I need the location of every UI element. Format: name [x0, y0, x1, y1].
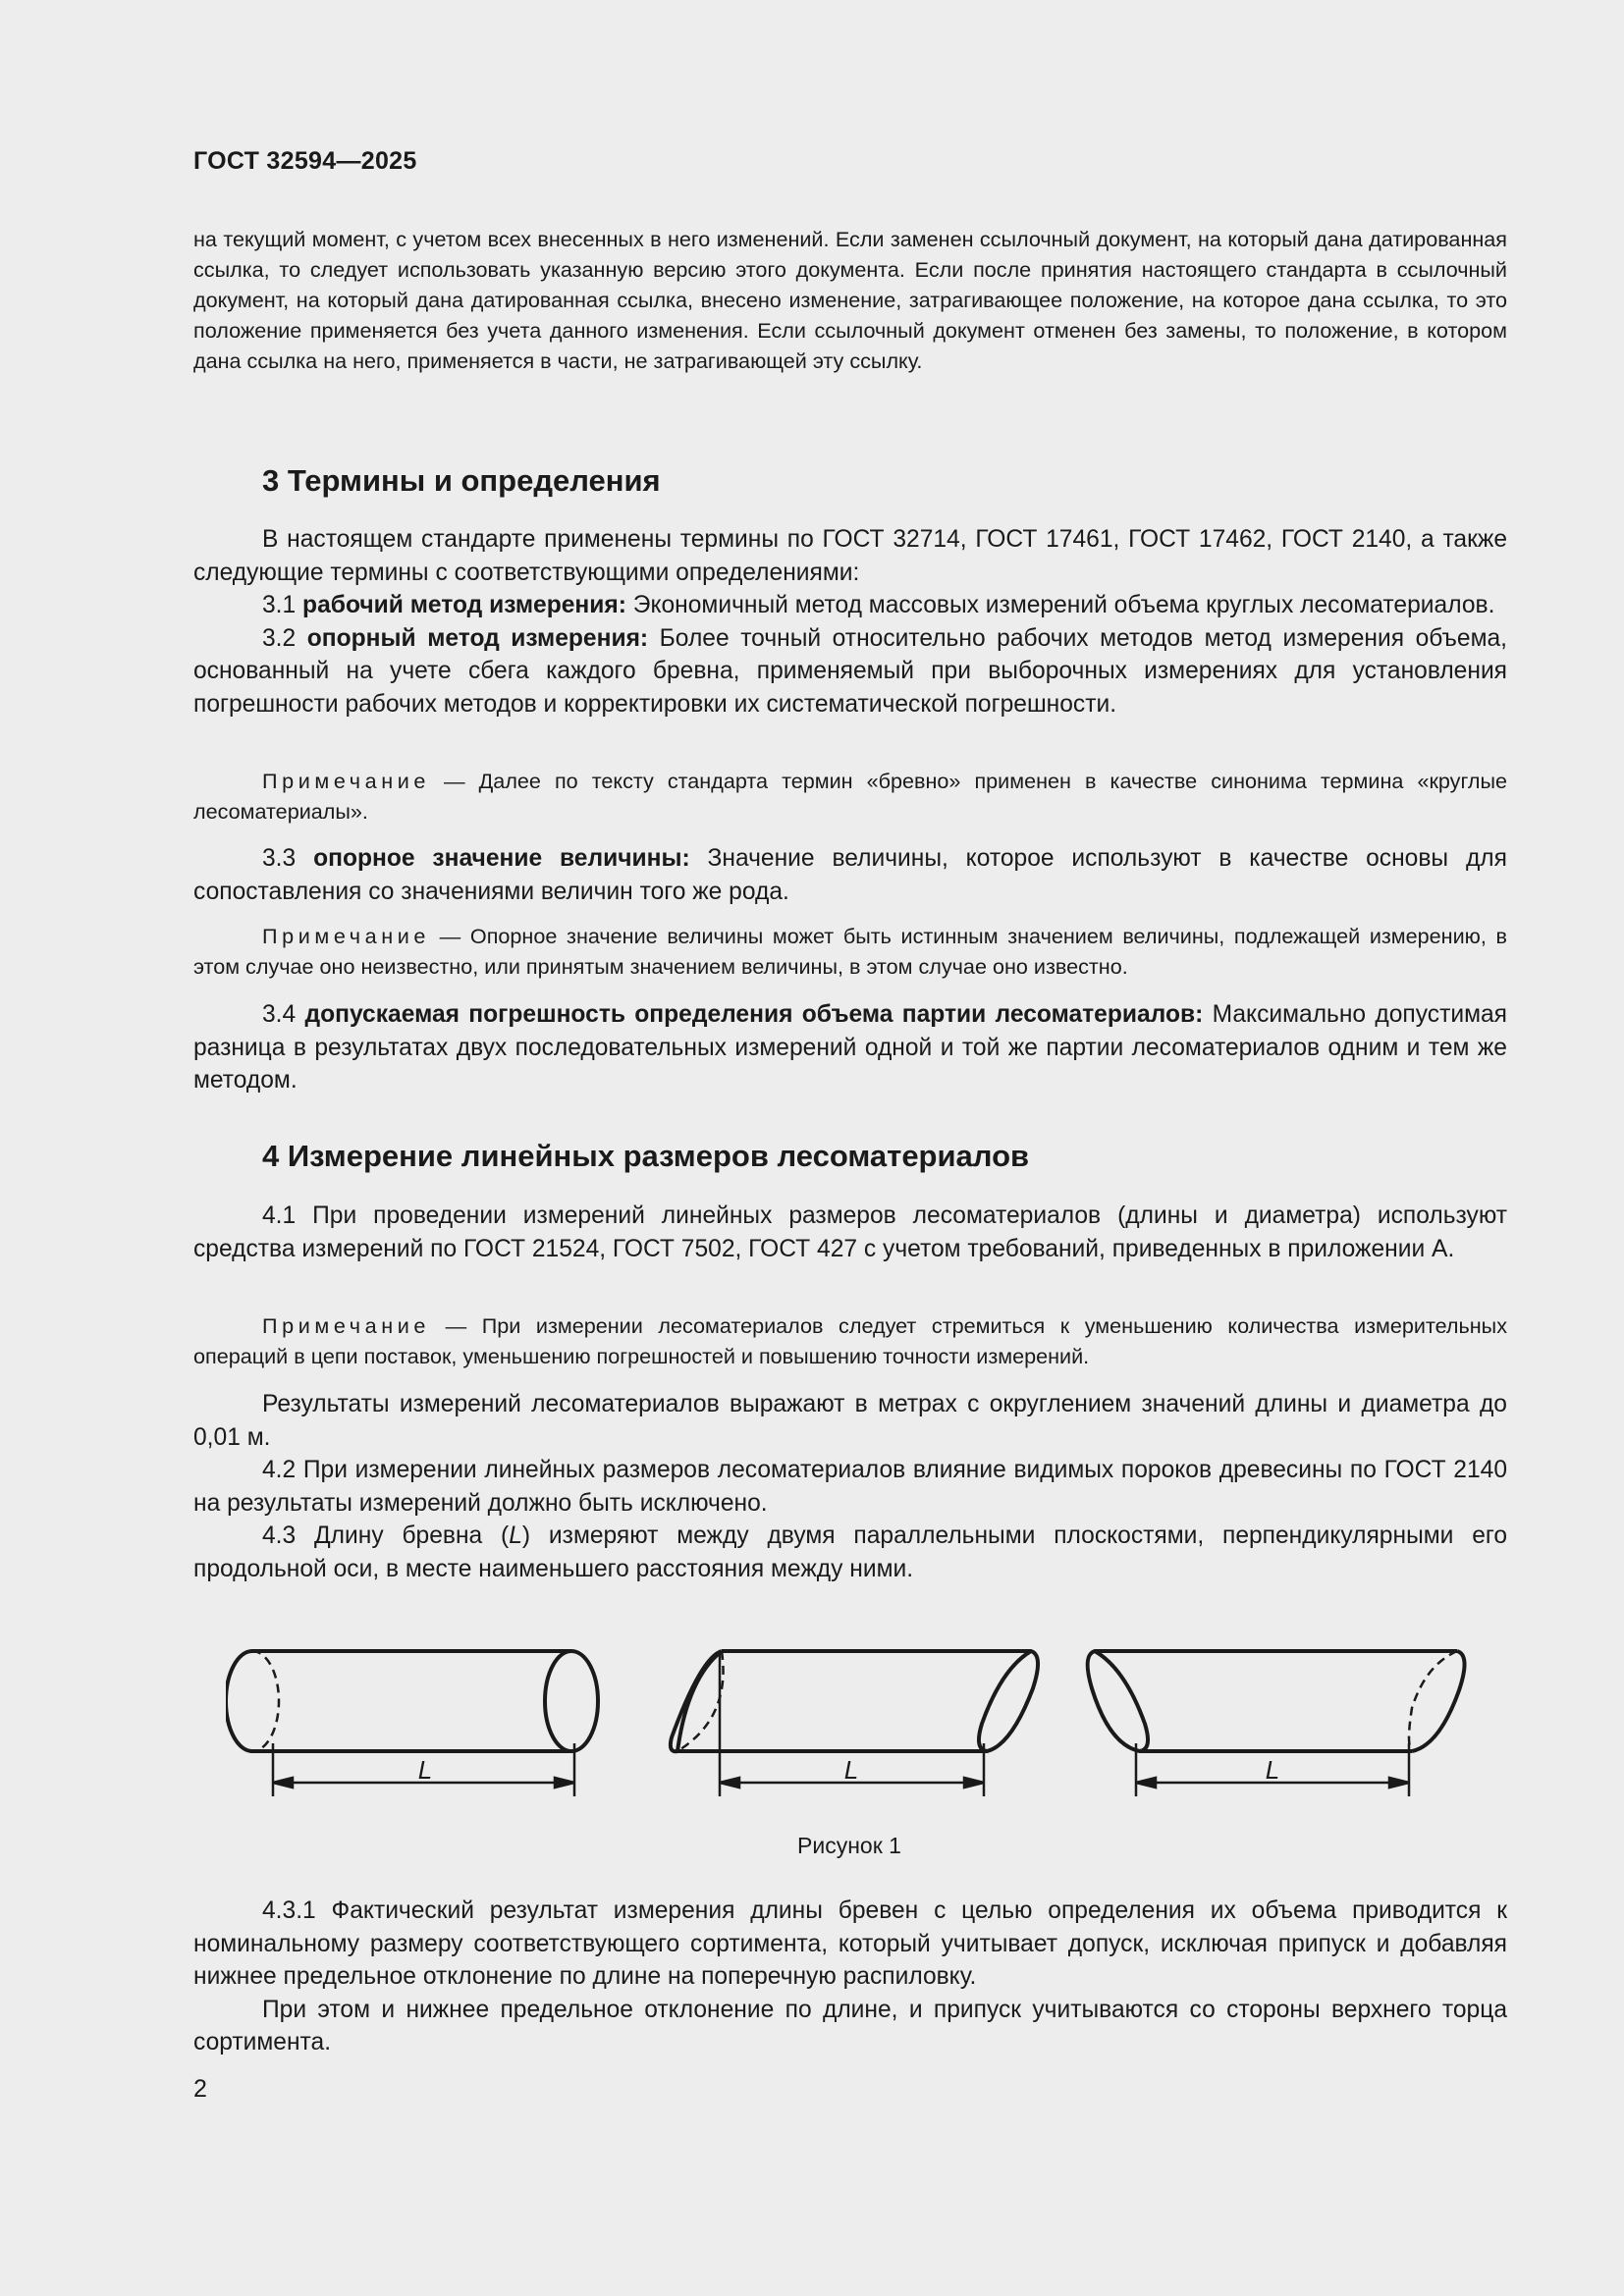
- figure-caption: Рисунок 1: [797, 1833, 901, 1858]
- paragraph-4-3-1-cont: При этом и нижнее предельное отклонение по длине, и припуск учитываются со стороны верхнего торца сортимента.: [193, 1996, 1507, 2056]
- term-3-3: [193, 842, 1507, 908]
- paragraph-4-3-start: 4.3 Длину бревна (: [262, 1522, 510, 1549]
- document-id: ГОСТ 32594—2025: [193, 147, 417, 175]
- term-3-2-name: опорный метод измерения:: [306, 624, 649, 652]
- term-3-4-name: допускаемая погрешность определения объема партии лесоматериалов:: [304, 1001, 1204, 1028]
- length-label-2: L: [843, 1755, 859, 1785]
- log-slanted-left: [1088, 1651, 1465, 1751]
- term-3-1: [193, 589, 1507, 622]
- term-3-2-def: Более точный относительно рабочих методов метод измерения объема, основанный на учете сбега каждого бревна, применяемый при выборочных измерениях для установления погрешности рабочих методов и корректировки их систематической погрешности.: [193, 624, 1507, 718]
- term-3-2-num: 3.2: [262, 624, 297, 652]
- note-2: [193, 921, 1507, 982]
- intro-paragraph: [193, 224, 1507, 376]
- section-3-intro: В настоящем стандарте применены термины по ГОСТ 32714, ГОСТ 17461, ГОСТ 17462, ГОСТ 2140, а также следующие термины с соответствующими определениями:: [193, 526, 1507, 586]
- log-straight: [226, 1651, 598, 1751]
- term-3-4-block: [193, 998, 1507, 1097]
- section-4-body: [193, 1388, 1507, 1585]
- term-3-4: [193, 998, 1507, 1097]
- length-label-1: L: [417, 1755, 433, 1785]
- note-2-text: — Опорное значение величины может быть истинным значением величины, подлежащей измерению, в этом случае оно неизвестно, или принятым значением величины, в этом случае оно известно.: [193, 924, 1507, 979]
- term-3-4-num: 3.4: [262, 1001, 297, 1028]
- paragraph-4-2: 4.2 При измерении линейных размеров лесоматериалов влияние видимых пороков древесины по ГОСТ 2140 на результаты измерений должно быть исключено.: [193, 1457, 1507, 1517]
- paragraph-4-1-results: Результаты измерений лесоматериалов выражают в метрах с округлением значений длины и диаметра до 0,01 м.: [193, 1391, 1507, 1451]
- paragraph-4-3-end: ) измеряют между двумя параллельными плоскостями, перпендикулярными его продольной оси, в месте наименьшего расстояния между ними.: [193, 1522, 1507, 1582]
- paragraph-4-3: [193, 1520, 1507, 1585]
- paragraph-4-3-1: 4.3.1 Фактический результат измерения длины бревен с целью определения их объема приводится к номинальному размеру соответствующего сортимента, который учитывает допуск, исключая припуск и добавляя нижнее предельное отклонение по длине на поперечную распиловку.: [193, 1897, 1507, 1990]
- section-4-1: [193, 1200, 1507, 1265]
- section-3-body: [193, 523, 1507, 721]
- term-3-2: [193, 622, 1507, 721]
- figure-1-log-diagram: [226, 1629, 1492, 1806]
- note-2-label: Примечание: [262, 924, 430, 948]
- note-1-text: — Далее по тексту стандарта термин «бревно» применен в качестве синонима термина «круглые лесоматериалы».: [193, 769, 1507, 824]
- length-label-3: L: [1265, 1755, 1280, 1785]
- intro-text: на текущий момент, с учетом всех внесенных в него изменений. Если заменен ссылочный документ, на который дана датированная ссылка, то следует использовать указанную версию этого документа. Если после принятия настоящего стандарта в ссылочный документ, на который дана датированная ссылка, внесено изменение, затрагивающее положение, на которое дана ссылка, то это положение применяется без учета данного изменения. Если ссылочный документ отменен без замены, то положение, в котором дана ссылка на него, применяется в части, не затрагивающей эту ссылку.: [193, 227, 1507, 373]
- term-3-1-def: Экономичный метод массовых измерений объема круглых лесоматериалов.: [632, 592, 1495, 618]
- term-3-1-num: 3.1: [262, 592, 297, 618]
- note-3-text: — При измерении лесоматериалов следует стремиться к уменьшению количества измерительных операций в цепи поставок, уменьшению погрешностей и повышению точности измерений.: [193, 1313, 1507, 1368]
- page-number: 2: [193, 2075, 207, 2103]
- section-3-title: 3 Термины и определения: [262, 463, 661, 498]
- length-variable: L: [509, 1522, 522, 1549]
- term-3-1-name: рабочий метод измерения:: [302, 592, 626, 618]
- paragraph-4-1: 4.1 При проведении измерений линейных размеров лесоматериалов (длины и диаметра) используют средства измерений по ГОСТ 21524, ГОСТ 7502, ГОСТ 427 с учетом требований, приведенных в приложении А.: [193, 1202, 1507, 1262]
- log-slanted-right: [671, 1651, 1038, 1751]
- section-4-title: 4 Измерение линейных размеров лесоматериалов: [262, 1139, 1030, 1173]
- term-3-3-def: Значение величины, которое используют в качестве основы для сопоставления со значениями величин того же рода.: [193, 845, 1507, 905]
- term-3-3-num: 3.3: [262, 845, 297, 872]
- section-4-3-1: [193, 1895, 1507, 2059]
- note-3-label: Примечание: [262, 1313, 430, 1338]
- term-3-3-block: [193, 842, 1507, 908]
- term-3-3-name: опорное значение величины:: [313, 845, 690, 872]
- term-3-4-def: Максимально допустимая разница в результатах двух последовательных измерений одной и той же партии лесоматериалов одним и тем же методом.: [193, 1001, 1507, 1094]
- note-1-label: Примечание: [262, 769, 430, 793]
- note-1: [193, 766, 1507, 827]
- note-3: [193, 1310, 1507, 1371]
